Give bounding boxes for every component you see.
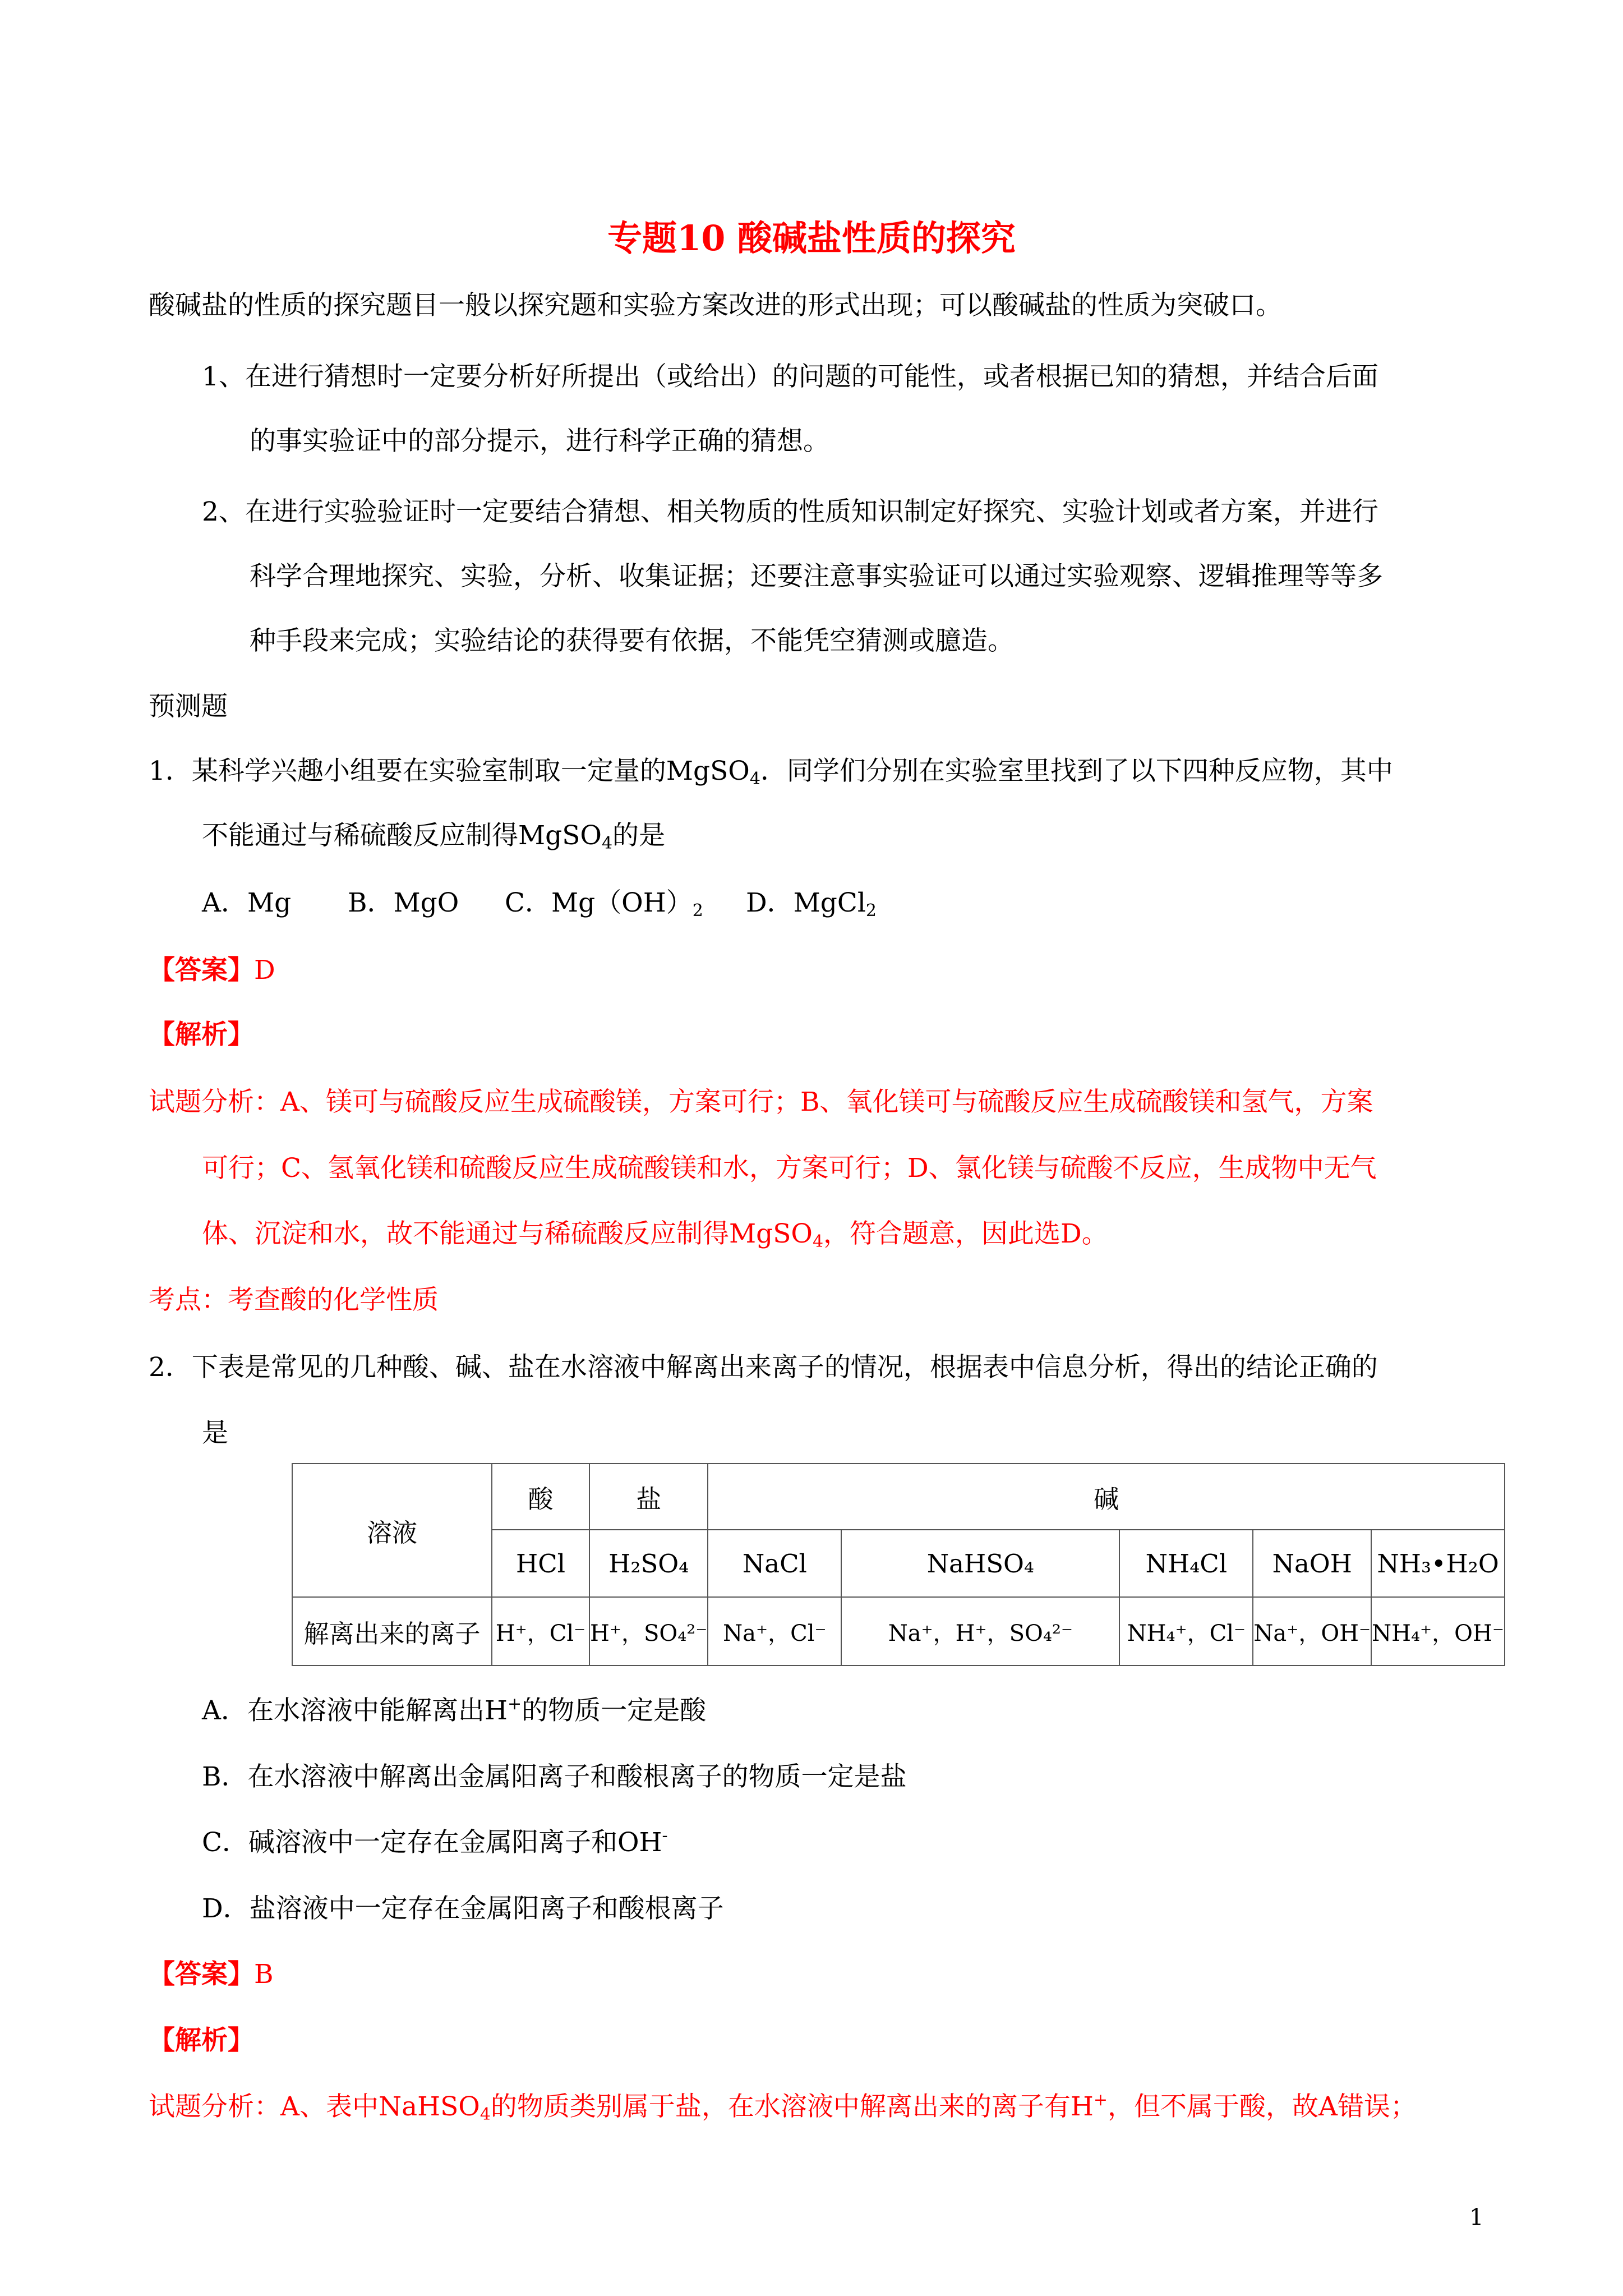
q2-answer: 【答案】B [149, 1959, 274, 1990]
page-title: 专题10 酸碱盐性质的探究 [607, 218, 1016, 259]
q1-analysis-line-2: 可行；C、氢氧化镁和硫酸反应生成硫酸镁和水，方案可行；D、氯化镁与硫酸不反应，生成物中无气 [202, 1153, 1377, 1184]
q1-stem-line-2: 不能通过与稀硫酸反应制得MgSO$_4$的是 [202, 820, 666, 853]
q2-stem-line-2: 是 [202, 1418, 228, 1448]
q1-option-a: A．Mg [202, 887, 292, 918]
header-salt: 盐 [589, 1464, 708, 1530]
q2-analysis-tag: 【解析】 [149, 2025, 254, 2056]
compound-cell: NaHSO₄ [841, 1530, 1119, 1597]
compound-cell: H₂SO₄ [589, 1530, 708, 1597]
q1-analysis-line-3: 体、沉淀和水，故不能通过与稀硫酸反应制得MgSO$_4$，符合题意，因此选D。 [202, 1218, 1108, 1251]
row-label: 解离出来的离子 [292, 1597, 492, 1665]
compound-cell: NaOH [1253, 1530, 1371, 1597]
point-2-line-2: 科学合理地探究、实验，分析、收集证据；还要注意事实验证可以通过实验观察、逻辑推理等等多 [250, 561, 1383, 592]
ion-cell: Na⁺，H⁺，SO₄²⁻ [841, 1597, 1119, 1665]
compound-cell: NH₄Cl [1119, 1530, 1253, 1597]
compound-cell: NaCl [708, 1530, 841, 1597]
q1-stem-line-1: 1．某科学兴趣小组要在实验室制取一定量的MgSO$_4$．同学们分别在实验室里找到了以下四种反应物，其中 [149, 756, 1393, 789]
ion-table [292, 1463, 1505, 1666]
q1-option-c: C．$Mg(OH)_2$ [505, 887, 703, 921]
q1-option-d: D．MgCl$_2$ [746, 887, 877, 921]
q1-analysis-tag: 【解析】 [149, 1019, 254, 1050]
q1-kaodian: 考点：考查酸的化学性质 [149, 1285, 439, 1315]
q1-analysis-line-1: 试题分析：A、镁可与硫酸反应生成硫酸镁，方案可行；B、氧化镁可与硫酸反应生成硫酸镁和氢气，方案 [149, 1087, 1373, 1117]
q2-option-d: D．盐溶液中一定存在金属阳离子和酸根离子 [202, 1893, 724, 1924]
q2-option-a: A．在水溶液中能解离出H+的物质一定是酸 [202, 1694, 707, 1726]
q1-option-b: B．MgO [348, 887, 459, 918]
point-2-line-1: 2、在进行实验验证时一定要结合猜想、相关物质的性质知识制定好探究、实验计划或者方案，并进行 [202, 496, 1378, 527]
point-2-line-3: 种手段来完成；实验结论的获得要有依据，不能凭空猜测或臆造。 [250, 625, 1014, 656]
section-heading: 预测题 [149, 691, 228, 722]
header-base: 碱 [708, 1464, 1505, 1530]
q1-answer: 【答案】D [149, 955, 275, 986]
point-1-line-1: 1、在进行猜想时一定要分析好所提出（或给出）的问题的可能性，或者根据已知的猜想，并结合后面 [202, 361, 1378, 392]
ion-cell: H⁺，Cl⁻ [492, 1597, 589, 1665]
header-solution: 溶液 [292, 1464, 492, 1597]
q2-stem-line-1: 2．下表是常见的几种酸、碱、盐在水溶液中解离出来离子的情况，根据表中信息分析，得出的结论正确的 [149, 1352, 1378, 1383]
header-acid: 酸 [492, 1464, 589, 1530]
point-1-line-2: 的事实验证中的部分提示，进行科学正确的猜想。 [250, 426, 829, 457]
intro-paragraph: 酸碱盐的性质的探究题目一般以探究题和实验方案改进的形式出现；可以酸碱盐的性质为突破口。 [149, 290, 1282, 321]
ion-cell: Na⁺，OH⁻ [1253, 1597, 1371, 1665]
q2-analysis-line-1: 试题分析：A、表中NaHSO$_4$的物质类别属于盐，在水溶液中解离出来的离子有H+，但不属于酸，故A错误； [149, 2090, 1417, 2124]
ion-cell: H⁺，SO₄²⁻ [589, 1597, 708, 1665]
ion-cell: NH₄⁺，OH⁻ [1371, 1597, 1505, 1665]
q2-option-b: B．在水溶液中解离出金属阳离子和酸根离子的物质一定是盐 [202, 1761, 907, 1792]
ion-cell: NH₄⁺，Cl⁻ [1119, 1597, 1253, 1665]
compound-cell: NH₃•H₂O [1371, 1530, 1505, 1597]
ion-cell: Na⁺，Cl⁻ [708, 1597, 841, 1665]
page-number: 1 [1469, 2205, 1484, 2230]
compound-cell: HCl [492, 1530, 589, 1597]
q2-option-c: C．碱溶液中一定存在金属阳离子和OH- [202, 1826, 668, 1858]
